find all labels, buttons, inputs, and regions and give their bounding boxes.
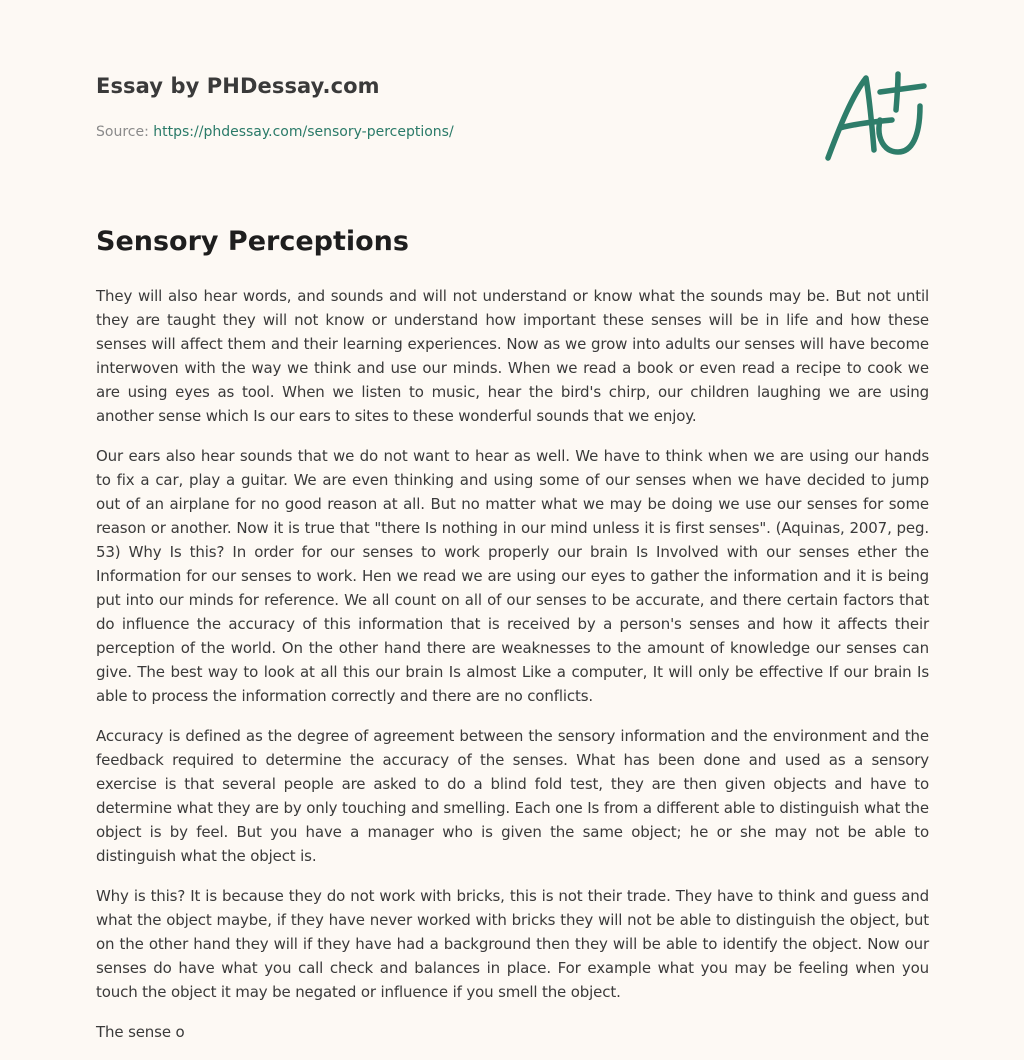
- source-line: [96, 124, 454, 140]
- source-link[interactable]: https://phdessay.com/sensory-perceptions/: [153, 124, 454, 140]
- brand-title: Essay by PHDessay.com: [96, 74, 380, 98]
- essay-title: Sensory Perceptions: [96, 226, 409, 257]
- essay-paragraph: They will also hear words, and sounds and will not understand or know what the sounds may be. But not until they are taught they will not know or understand how important these senses will be in life and how these senses will affect them and their learning experiences. Now as we grow into adults our senses will have become interwoven with the way we think and use our minds. When we read a book or even read a recipe to cook we are using eyes as tool. When we listen to music, hear the bird's chirp, our children laughing we are using another sense which Is our ears to sites to these wonderful sounds that we enjoy.: [96, 287, 929, 425]
- essay-paragraph: Our ears also hear sounds that we do not want to hear as well. We have to think when we are using our hands to fix a car, play a guitar. We are even thinking and using some of our senses when we have decided to jump out of an airplane for no good reason at all. But no matter what we may be doing we use our senses for some reason or another. Now it is true that "there Is nothing in our mind unless it is first senses". (Aquinas, 2007, peg. 53) Why Is this? In order for our senses to work properly our brain Is Involved with our senses ether the Information for our senses to work. Hen we read we are using our eyes to gather the information and it is being put into our minds for reference. We all count on all of our senses to be accurate, and there certain factors that do influence the accuracy of this information that is received by a person's senses and how it affects their perception of the world. On the other hand there are weaknesses to the amount of knowledge our senses can give. The best way to look at all this our brain Is almost Like a computer, It will only be effective If our brain Is able to process the information correctly and there are no conflicts.: [96, 447, 929, 705]
- essay-body: [96, 284, 929, 1060]
- essay-paragraph: Why is this? It is because they do not work with bricks, this is not their trade. They have to think and guess and what the object maybe, if they have never worked with bricks they will not be able to distinguish the object, but on the other hand they will if they have had a background then they will be able to identify the object. Now our senses do have what you call check and balances in place. For example what you may be feeling when you touch the object it may be negated or influence if you smell the object.: [96, 887, 929, 1001]
- essay-paragraph-truncated: The sense o: [96, 1023, 185, 1041]
- essay-paragraph: Accuracy is defined as the degree of agreement between the sensory information and the environment and the feedback required to determine the accuracy of the senses. What has been done and used as a sensory exercise is that several people are asked to do a blind fold test, they are then given objects and have to determine what they are by only touching and smelling. Each one Is from a different able to distinguish what the object is by feel. But you have a manager who is given the same object; he or she may not be able to distinguish what the object is.: [96, 727, 929, 865]
- source-label: Source:: [96, 124, 154, 140]
- a-plus-logo-icon: [818, 66, 930, 166]
